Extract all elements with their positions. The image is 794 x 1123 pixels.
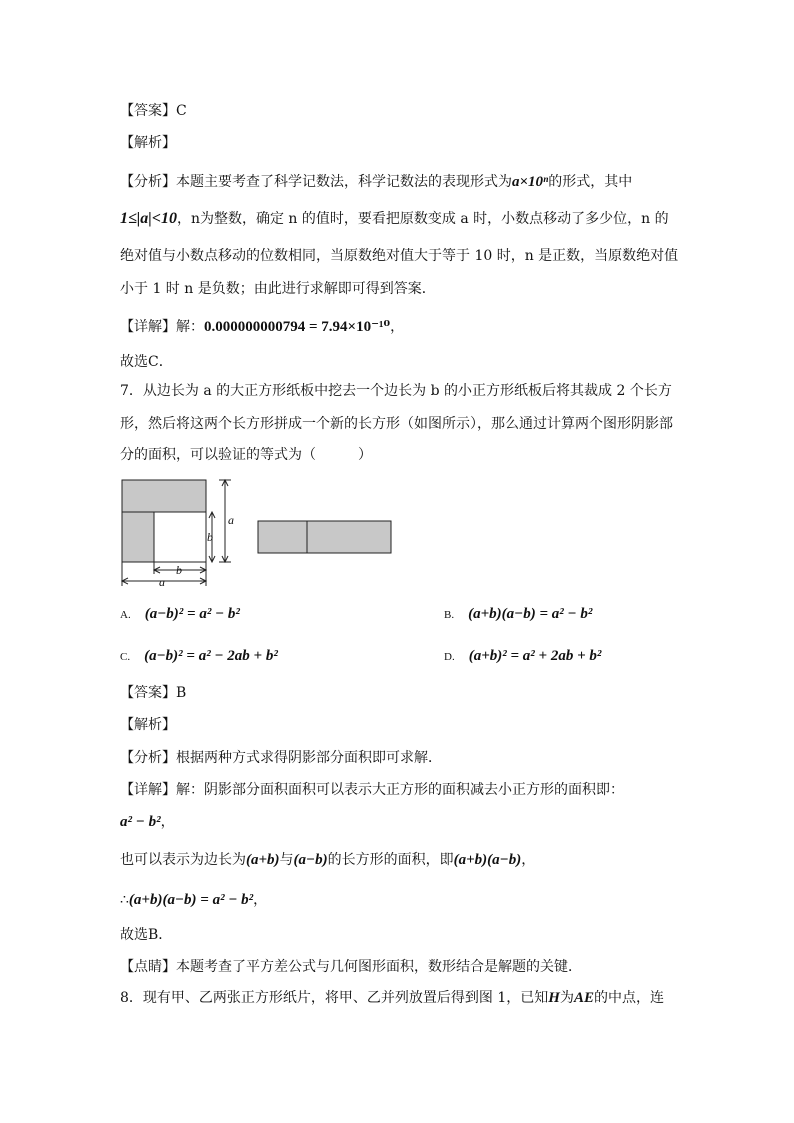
q6-fenxi-2b: ，n为整数，确定 n 的值时，要看把原数变成 a 时，小数点移动了多少位，n 的 — [176, 211, 669, 227]
new-rectangle-right — [307, 521, 391, 553]
q7-stem-line-1: 7．从边长为 a 的大正方形纸板中挖去一个边长为 b 的小正方形纸板后将其裁成 2 个长方 — [120, 383, 672, 399]
option-a-formula: (a−b)² = a² − b² — [144, 606, 240, 622]
option-d[interactable] — [444, 648, 601, 665]
q6-sci-notation-formula: a×10ⁿ — [512, 174, 549, 190]
q7-answer: 【答案】B — [120, 685, 187, 701]
q7-detail-line-3 — [120, 850, 535, 870]
removed-small-square — [154, 512, 206, 562]
new-rectangle-left — [258, 521, 307, 553]
q6-analysis-title: 【解析】 — [120, 135, 176, 151]
q7-detail-3-f1: (a+b) — [246, 852, 280, 868]
q7-dianjing: 【点睛】本题考查了平方差公式与几何图形面积，数形结合是解题的关键． — [120, 959, 582, 975]
option-a[interactable] — [120, 606, 240, 623]
q7-detail-4-tail: ， — [253, 892, 268, 908]
q6-fenxi-line-3: 绝对值与小数点移动的位数相同，当原数绝对值大于等于 10 时，n 是正数，当原数绝对值 — [120, 248, 679, 264]
q8-stem-b: 为 — [559, 990, 574, 1006]
option-b-formula: (a+b)(a−b) = a² − b² — [468, 606, 593, 622]
q8-stem-c: 的中点，连 — [593, 990, 664, 1006]
q6-fenxi-1a: 【分析】本题主要考查了科学记数法，科学记数法的表现形式为 — [120, 174, 512, 190]
label-b-bottom: b — [176, 563, 182, 577]
q6-detail-label: 【详解】解： — [120, 319, 204, 335]
option-b[interactable] — [444, 606, 592, 623]
q7-figure — [114, 474, 404, 590]
q7-detail-4-formula: (a+b)(a−b) = a² − b² — [128, 892, 254, 908]
q8-segment-ae: AE — [573, 990, 594, 1006]
label-a-bottom: a — [159, 575, 165, 589]
q6-fenxi-1b: 的形式，其中 — [548, 174, 633, 190]
q7-detail-line-1: 【详解】解：阴影部分面积面积可以表示大正方形的面积减去小正方形的面积即： — [120, 782, 624, 798]
q6-detail-formula: 0.000000000794 = 7.94×10⁻¹⁰ — [204, 319, 391, 335]
label-a-right: a — [228, 513, 234, 527]
q6-detail-tail: ， — [390, 319, 405, 335]
q7-detail-2-formula: a² − b² — [120, 814, 161, 830]
option-d-formula: (a+b)² = a² + 2ab + b² — [468, 648, 602, 664]
q7-detail-3b: 与 — [279, 852, 294, 868]
q7-detail-line-2 — [120, 812, 175, 832]
q7-detail-3c: 的长方形的面积，即 — [327, 852, 454, 868]
q6-fenxi-line-1 — [120, 172, 632, 192]
q7-fenxi: 【分析】根据两种方式求得阴影部分面积即可求解． — [120, 750, 442, 766]
q7-detail-3d: ， — [521, 852, 536, 868]
q7-detail-2-tail: ， — [160, 814, 175, 830]
option-b-label: B. — [444, 609, 455, 621]
q6-choice: 故选C． — [120, 354, 173, 370]
q8-stem-line-1 — [120, 988, 664, 1008]
q7-analysis-title: 【解析】 — [120, 717, 176, 733]
option-c[interactable] — [120, 648, 278, 665]
option-c-formula: (a−b)² = a² − 2ab + b² — [144, 648, 278, 664]
q7-detail-3-f2: (a−b) — [293, 852, 328, 868]
option-a-label: A. — [120, 609, 131, 621]
q6-detail-line — [120, 317, 404, 337]
shaded-left-strip — [122, 512, 154, 562]
q7-detail-3-f3: (a+b)(a−b) — [453, 852, 522, 868]
q6-range-formula: 1≤|a|<10 — [120, 210, 177, 227]
q7-stem-line-2: 形，然后将这两个长方形拼成一个新的长方形（如图所示），那么通过计算两个图形阴影部 — [120, 416, 673, 432]
therefore-symbol: ∴ — [120, 892, 129, 908]
q6-fenxi-line-2 — [120, 209, 669, 229]
q7-choice: 故选B． — [120, 927, 173, 943]
q6-fenxi-line-4: 小于 1 时 n 是负数；由此进行求解即可得到答案． — [120, 281, 436, 297]
q7-detail-line-4 — [120, 890, 267, 910]
option-d-label: D. — [444, 651, 455, 663]
q7-stem-line-3: 分的面积，可以验证的等式为（ ） — [120, 447, 372, 463]
shaded-top-strip — [122, 480, 206, 512]
label-b-right: b — [207, 530, 213, 544]
q8-stem-a: 8．现有甲、乙两张正方形纸片，将甲、乙并列放置后得到图 1，已知 — [120, 990, 549, 1006]
option-c-label: C. — [120, 651, 131, 663]
q7-detail-3a: 也可以表示为边长为 — [120, 852, 246, 868]
q8-point-h: H — [548, 990, 560, 1006]
q6-answer: 【答案】C — [120, 103, 187, 119]
